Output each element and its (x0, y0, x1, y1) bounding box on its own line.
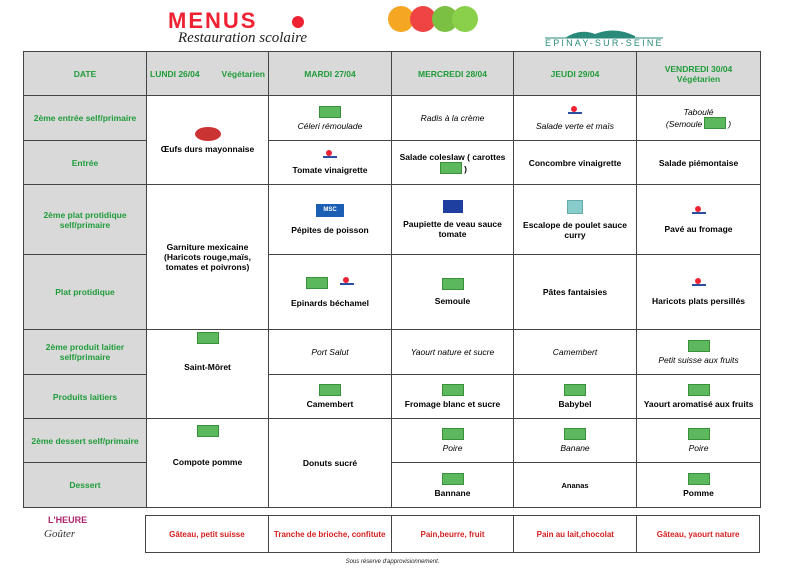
vegetarian-note-lundi: Végétarien (221, 68, 265, 79)
cell-vendredi-entree2 (637, 96, 761, 141)
cell-mardi-laitier2: Port Salut (269, 330, 392, 375)
cell-jeudi-plat: Pâtes fantaisies (514, 255, 637, 330)
day-header-mardi: MARDI 27/04 (269, 52, 392, 96)
row-label-laitier2: 2ème produit laitier self/primaire (24, 330, 147, 375)
vegetarian-note-vendredi: Végétarien (676, 73, 721, 84)
cell-vendredi-laitier2 (637, 330, 761, 375)
gouter-jeudi: Pain au lait,chocolat (514, 516, 637, 553)
bio-ab-icon (564, 384, 586, 396)
header (0, 0, 785, 52)
cell-mardi-plat (269, 255, 392, 330)
header-row (24, 52, 761, 96)
day-header-lundi (147, 52, 269, 96)
bio-ab-icon (704, 117, 726, 129)
cell-mercredi-entree2: Radis à la crème (392, 96, 514, 141)
cell-vendredi-plat (637, 255, 761, 330)
row-label-entree2: 2ème entrée self/primaire (24, 96, 147, 141)
bio-ab-icon (319, 384, 341, 396)
dish-jeudi-plat2: Escalope de poulet sauce curry (523, 219, 627, 240)
cell-vendredi-dessert2 (637, 419, 761, 463)
cell-vendredi-plat2 (637, 185, 761, 255)
dish-mardi-plat: Epinards béchamel (291, 297, 369, 308)
cell-mercredi-entree (392, 141, 514, 185)
cell-mardi-dessert: Donuts sucré (269, 419, 392, 508)
dish-lundi-dessert: Compote pomme (172, 457, 243, 467)
dish-jeudi-dessert2: Banane (560, 443, 590, 453)
dish-mardi-entree2: Céleri rémoulade (297, 120, 363, 131)
menus-logo: MENUS (168, 8, 258, 33)
gouter-logo-line1: L'HEURE (48, 515, 88, 525)
bio-ab-icon (197, 332, 219, 344)
day-header-mercredi: MERCREDI 28/04 (392, 52, 514, 96)
gouter-table (145, 515, 760, 553)
bio-ab-icon (442, 278, 464, 290)
row-label-entree: Entrée (24, 141, 147, 185)
dish-vendredi-dessert2: Poire (688, 443, 709, 453)
cell-vendredi-entree: Salade piémontaise (637, 141, 761, 185)
cell-mercredi-dessert (392, 463, 514, 508)
dish-vendredi-laitiers: Yaourt aromatisé aux fruits (643, 399, 754, 409)
cell-jeudi-laitier2: Camembert (514, 330, 637, 375)
dish-mardi-laitiers: Camembert (306, 399, 354, 409)
date-header: DATE (24, 52, 147, 96)
lime-fruit-icon (452, 6, 478, 32)
cell-vendredi-dessert (637, 463, 761, 508)
dish-mercredi-dessert: Bannane (434, 487, 471, 498)
cell-mercredi-dessert2 (392, 419, 514, 463)
bio-ab-icon (564, 428, 586, 440)
gouter-lundi: Gâteau, petit suisse (146, 516, 269, 553)
dish-vendredi-laitier2: Petit suisse aux fruits (658, 354, 739, 365)
bio-ab-icon (440, 162, 462, 174)
cell-mardi-laitiers (269, 375, 392, 419)
bio-ab-icon (319, 106, 341, 118)
day-header-jeudi: JEUDI 29/04 (514, 52, 637, 96)
cell-jeudi-entree: Concombre vinaigrette (514, 141, 637, 185)
cell-jeudi-plat2 (514, 185, 637, 255)
row-label-dessert2: 2ème dessert self/primaire (24, 419, 147, 463)
day-label-lundi: LUNDI 26/04 (150, 68, 200, 79)
labels-group (272, 277, 388, 294)
cell-mercredi-plat (392, 255, 514, 330)
cell-jeudi-dessert2 (514, 419, 637, 463)
row-label-dessert: Dessert (24, 463, 147, 508)
bio-ab-icon (688, 384, 710, 396)
dish-mercredi-laitiers: Fromage blanc et sucre (404, 399, 501, 409)
logo-subtitle: Restauration scolaire (178, 30, 308, 46)
cell-jeudi-dessert: Ananas (514, 463, 637, 508)
dish-mercredi-plat: Semoule (434, 296, 471, 306)
cell-mardi-entree (269, 141, 392, 185)
day-header-vendredi (637, 52, 761, 96)
france-flag-icon (692, 206, 706, 218)
gouter-logo-line2: Goûter (44, 528, 76, 540)
cell-lundi-dessert (147, 419, 269, 508)
menu-table (23, 51, 761, 508)
bio-ab-icon (197, 425, 219, 437)
day-label-vendredi: VENDREDI 30/04 (664, 63, 733, 74)
row-label-plat: Plat protidique (24, 255, 147, 330)
dish-vendredi-dessert: Pomme (683, 487, 714, 498)
cell-mardi-entree2 (269, 96, 392, 141)
bio-ab-icon (306, 277, 328, 289)
dish-lundi-laitier: Saint-Môret (184, 362, 231, 372)
dish-mardi-entree: Tomate vinaigrette (292, 165, 368, 175)
bio-ab-icon (442, 384, 464, 396)
eu-flag-icon (443, 200, 463, 213)
city-name: EPINAY-SUR-SEINE (545, 38, 664, 48)
dish-vendredi-entree2-close: ) (728, 119, 732, 129)
dish-mercredi-entree: Salade coleslaw ( carottes (399, 151, 506, 162)
dish-jeudi-entree2: Salade verte et maïs (536, 120, 614, 131)
gouter-row (146, 516, 760, 553)
dish-mercredi-plat2: Paupiette de veau sauce tomate (403, 219, 502, 239)
tomato-icon (292, 16, 304, 28)
dish-vendredi-plat2: Pavé au fromage (664, 223, 733, 234)
cell-jeudi-entree2 (514, 96, 637, 141)
heure-du-gouter-logo (40, 513, 110, 545)
dish-vendredi-plat: Haricots plats persillés (651, 296, 746, 306)
cell-jeudi-laitiers (514, 375, 637, 419)
dish-mercredi-dessert2: Poire (442, 443, 463, 453)
bio-ab-icon (442, 428, 464, 440)
label-rouge-icon (195, 127, 221, 141)
bio-ab-icon (688, 473, 710, 485)
bio-ab-icon (688, 428, 710, 440)
france-flag-icon (340, 277, 354, 289)
row-label-plat2: 2ème plat protidique self/primaire (24, 185, 147, 255)
cell-mercredi-plat2 (392, 185, 514, 255)
cell-mercredi-laitier2: Yaourt nature et sucre (392, 330, 514, 375)
dish-vendredi-entree2-sub: (Semoule (665, 119, 703, 129)
dish-mercredi-entree-close: ) (464, 163, 467, 174)
bio-ab-icon (688, 340, 710, 352)
france-flag-icon (323, 150, 337, 162)
gouter-mardi: Tranche de brioche, confitute (268, 516, 391, 553)
dish-jeudi-laitiers: Babybel (558, 399, 592, 409)
dish-lundi-entree: Œufs durs mayonnaise (160, 143, 255, 154)
footer-note: Sous réserve d'approvisionnement. (345, 559, 440, 565)
dish-vendredi-entree2: Taboulé (683, 107, 714, 117)
msc-label-icon: MSC (316, 204, 344, 217)
dish-mardi-plat2: Pépites de poisson (291, 225, 369, 235)
cell-lundi-laitier (147, 330, 269, 419)
cell-mercredi-laitiers (392, 375, 514, 419)
gouter-mercredi: Pain,beurre, fruit (391, 516, 514, 553)
bio-ab-icon (442, 473, 464, 485)
label-poultry-icon (567, 200, 583, 214)
cell-lundi-entree (147, 96, 269, 185)
cell-lundi-plat: Garniture mexicaine (Haricots rouge,maïs, tomates et poivrons) (147, 185, 269, 330)
cell-vendredi-laitiers (637, 375, 761, 419)
gouter-vendredi: Gâteau, yaourt nature (637, 516, 760, 553)
france-flag-icon (692, 278, 706, 290)
row-label-laitiers: Produits laitiers (24, 375, 147, 419)
cell-mardi-plat2 (269, 185, 392, 255)
france-flag-icon (568, 106, 582, 118)
